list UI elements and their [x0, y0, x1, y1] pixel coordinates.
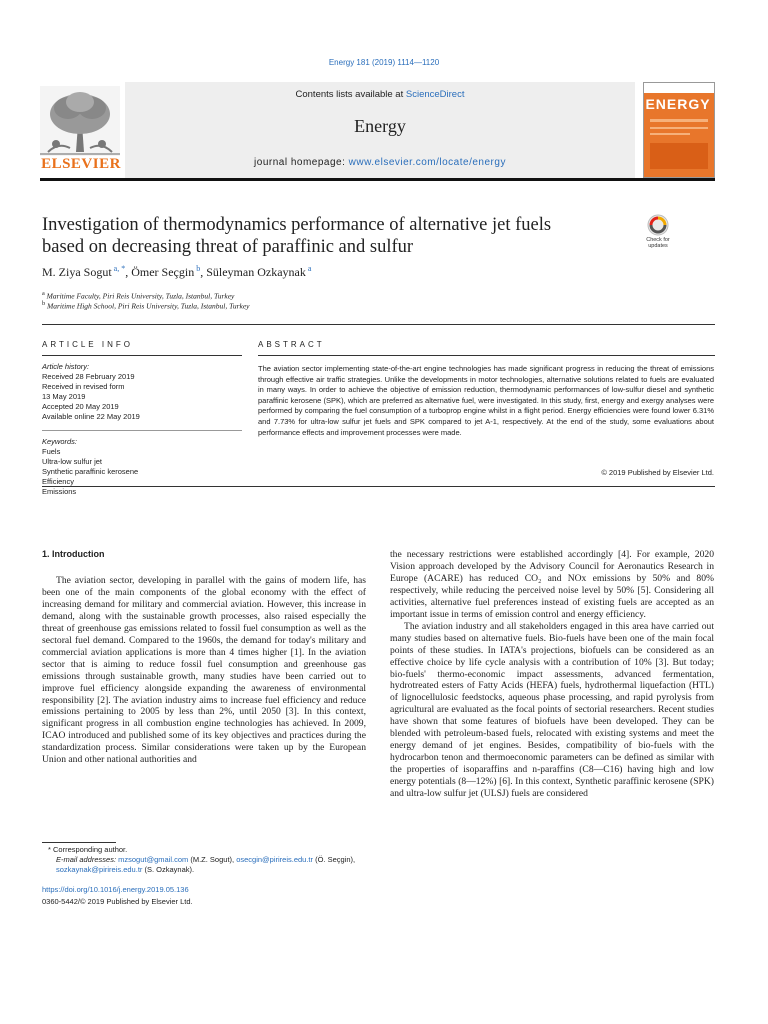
cover-title: ENERGY: [645, 96, 711, 112]
affiliation-b: [42, 300, 250, 311]
keywords: [42, 437, 138, 497]
doi-link[interactable]: https://doi.org/10.1016/j.energy.2019.05.136: [42, 885, 189, 894]
abstract-copyright: © 2019 Published by Elsevier Ltd.: [601, 468, 714, 477]
introduction-paragraph: The aviation sector, developing in parallel with the gains of modern life, has been one of the main components of the global economy with the effect of increasing demand for military and commercial aviation. However, this increase in demand, along with the sustainable growth processes, also raised especially the threat of greenhouse gas emissions related to fossil fuel consumption as well as the sectoral fuel demand. Compared to the 1960s, the demand for today's military and commercial aviation applications is more than 4 times higher [1]. In the aviation sector that is aiming to reduce fossil fuel consumption and greenhouse gas emissions through sustainable growth, many studies have been carried out to improve fuel efficiency alongside expanding the awareness of environmental responsibility [2]. The aviation industry aims to increase fuel efficiency and reduce emissions pertaining to 2005 by less than 2%, until 2050 [3]. In this context, significant progress in all combustion engine technologies has achieved. In 2009, ICAO introduced and published some of its key objectives and practices during the standardization process. Similar considerations were taken up by the European Union and other national authorities and: [42, 575, 366, 766]
introduction-paragraph: The aviation industry and all stakeholders engaged in this area have carried out many studies based on alternative fuels. Bio-fuels have been one of the main focal points of these studies. In IATA's projections, biofuels can be considered as an effective choice by life cycle analysis with a contribution of 10% [3]. But today; bio-fuels' thermo-economic impact assessments, advanced fermentation, hydrotreated esters of Fatty Acids (HEFA) fuels, hydrothermal liquefaction (HTL) of lignocellulosic feedstocks, aqueous phase processing, and rapid pyrolysis from agricultural are evaluated as the focal points of sectorial researchers. Recent studies have shown that some features of biofuels have been developed. They can be blended with petroleum-based fuels, relocated with existing systems and meet the energy demand of jet engines. Besides, compatibility of bio-fuels with the hydrocarbon tenon and thermoeconomic parameters can be defined as similar with the properties of isoparaffins and n-paraffins (C8—C16) having high and low energy potentials (8—12%) [6]. In this context, Synthetic paraffinic kerosene (SPK) and ultra-low sulfur jet (ULSJ) fuels are considered: [390, 620, 714, 800]
affiliation-divider: [42, 324, 715, 325]
author-affiliation-marker[interactable]: b: [196, 264, 201, 273]
email-owner: (S. Ozkaynak).: [142, 865, 195, 874]
contents-prefix: Contents lists available at: [295, 89, 406, 100]
keywords-rule: [42, 430, 242, 431]
article-info-rule: [42, 355, 242, 356]
keyword-item: Emissions: [42, 487, 77, 496]
contents-available: [125, 89, 635, 100]
keyword-item: Efficiency: [42, 477, 74, 486]
abstract-text: The aviation sector implementing state-of-the-art engine technologies has made significant progress in reducing the threat of emissions through effective air traffic strategies. Unlike the developments in motor technologies, alternative solutions related to fuels are evaluated in many ways. In order to achieve the objective of emission reduction, thermodynamic performances of low-sulfur diesel and synthetic paraffinic kerosene (SPK), which are preferred as alternative fuel, were investigated. In this study, first, energy and exergy analyses were performed by comparing the fuel consumption of a turboprop engine whilst in a flight period. Energy efficiencies were found lower 6.31% and 7.73% for ultra-low sulfur jet fuels and SPK compared to jet A-1, respectively. At the end of the study, some evaluations about performance effects and improvement processes were made.: [258, 364, 714, 437]
keyword-item: Synthetic paraffinic kerosene: [42, 467, 139, 476]
history-item: Received in revised form: [42, 382, 125, 391]
affiliation-a-marker: a: [42, 290, 45, 297]
elsevier-wordmark: ELSEVIER: [41, 156, 121, 172]
abstract-heading: ABSTRACT: [258, 340, 325, 349]
article-title-line1: Investigation of thermodynamics performance of alternative jet fuels: [42, 215, 552, 235]
author-affiliation-marker[interactable]: a, *: [113, 264, 126, 273]
email-owner: (Ö. Seçgin),: [315, 855, 356, 864]
affiliation-a-text: Maritime Faculty, Piri Reis University, Tuzla, Istanbul, Turkey: [46, 291, 235, 301]
author-affiliation-marker[interactable]: a: [307, 264, 312, 273]
introduction-left-column: [42, 575, 366, 766]
issn-copyright: 0360-5442/© 2019 Published by Elsevier Ltd.: [42, 897, 193, 906]
keyword-item: Ultra-low sulfur jet: [42, 457, 103, 466]
homepage-prefix: journal homepage:: [254, 157, 349, 168]
article-history-label: Article history:: [42, 362, 90, 371]
journal-homepage: [125, 157, 635, 168]
history-item: Received 28 February 2019: [42, 372, 135, 381]
homepage-link[interactable]: www.elsevier.com/locate/energy: [348, 157, 506, 168]
affiliation-b-text: Maritime High School, Piri Reis University, Tuzla, Istanbul, Turkey: [47, 301, 250, 311]
corresponding-author-note: * Corresponding author.: [48, 845, 128, 854]
affiliation-b-marker: b: [42, 300, 46, 307]
author-name[interactable]: Süleyman Ozkaynak: [206, 265, 306, 279]
history-item: Accepted 20 May 2019: [42, 402, 119, 411]
introduction-heading: 1. Introduction: [42, 549, 105, 559]
keyword-item: Fuels: [42, 447, 61, 456]
email-label: E-mail addresses:: [56, 855, 117, 864]
author-name[interactable]: M. Ziya Sogut: [42, 265, 112, 279]
email-link[interactable]: osecgin@pirireis.edu.tr: [236, 855, 314, 864]
email-owner: (M.Z. Sogut),: [188, 855, 235, 864]
author-name[interactable]: Ömer Seçgin: [131, 265, 195, 279]
article-title-line2: based on decreasing threat of paraffinic and sulfur: [42, 237, 414, 257]
history-item: 13 May 2019: [42, 392, 86, 401]
article-info-heading: ARTICLE INFO: [42, 340, 133, 349]
journal-name: Energy: [354, 116, 406, 136]
history-item: Available online 22 May 2019: [42, 412, 140, 421]
email-link[interactable]: sozkaynak@pirireis.edu.tr: [56, 865, 143, 874]
journal-citation[interactable]: Energy 181 (2019) 1114—1120: [328, 58, 440, 67]
header-divider: [40, 178, 715, 181]
author-separator: ,: [200, 265, 207, 279]
introduction-paragraph: the necessary restrictions were established accordingly [4]. For example, 2020 Vision approach developed by the Advisory Council for Aeronautics Research in Europe (ACARE) has reduced CO₂ and NOx emissions by 50% and 80% respectively, while reducing the perceived noise level by 50% [5]. Considering all activities, alternative fuel preferences instead of existing fuels are accepted as an important issue in terms of emission control and energy efficiency.: [390, 549, 714, 620]
introduction-right-column: [390, 549, 714, 800]
email-addresses: [56, 855, 386, 875]
article-title: [42, 214, 632, 258]
sciencedirect-link[interactable]: ScienceDirect: [405, 89, 465, 100]
article-history: [42, 362, 140, 422]
email-link[interactable]: mzsogut@gmail.com: [118, 855, 189, 864]
keywords-label: Keywords:: [42, 437, 78, 446]
affiliation-a: [42, 290, 234, 301]
abstract-bottom-rule: [42, 486, 715, 487]
author-list: [42, 264, 311, 280]
author-separator: ,: [125, 265, 132, 279]
abstract-rule: [258, 355, 715, 356]
check-for-updates-label[interactable]: Check for updates: [646, 237, 670, 249]
footnote-rule: [42, 842, 116, 843]
